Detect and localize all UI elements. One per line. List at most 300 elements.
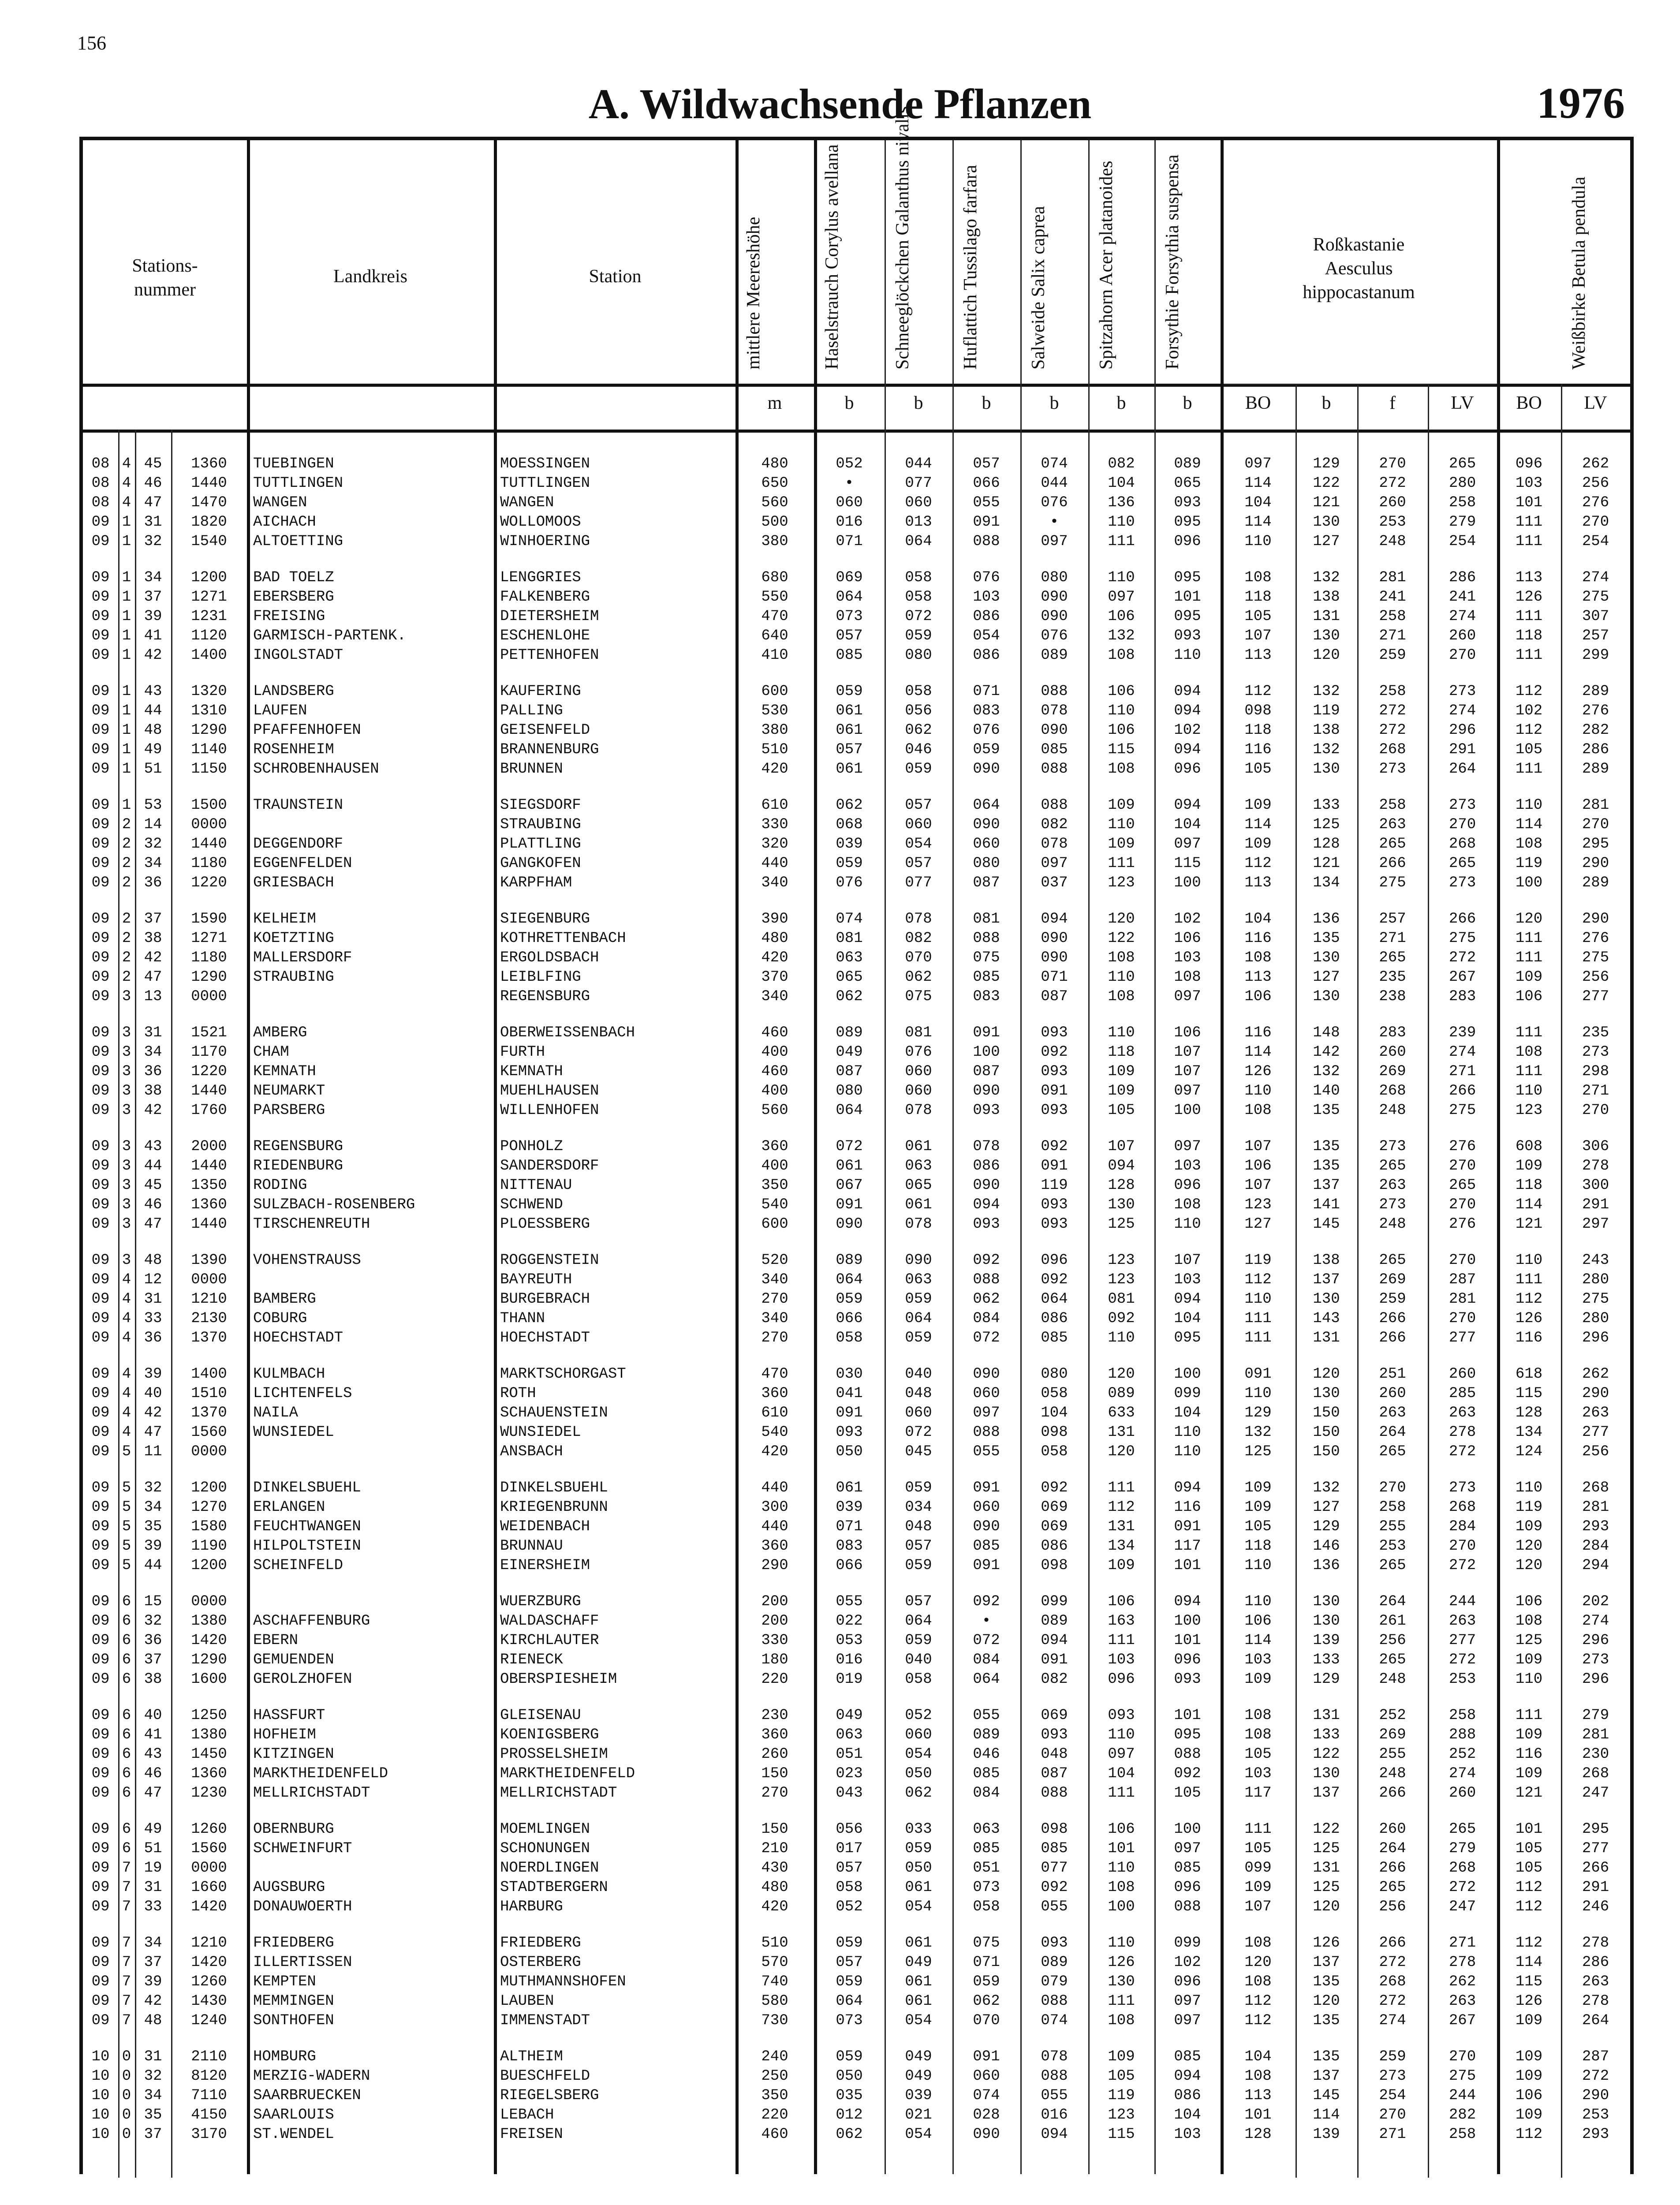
table-cell: 294	[1582, 1557, 1609, 1574]
table-cell: 264	[1379, 1593, 1406, 1610]
table-cell: 340	[761, 1310, 788, 1327]
table-cell: WEIDENBACH	[500, 1518, 590, 1535]
table-cell: 5	[122, 1499, 131, 1516]
table-cell: 119	[1041, 1177, 1068, 1194]
table-cell: 7	[122, 1954, 131, 1971]
header-haselstrauch: Haselstrauch Corylus avellana	[822, 144, 842, 370]
table-cell: 070	[905, 949, 932, 966]
table-cell: 1	[122, 628, 131, 644]
table-cell: HOECHSTADT	[253, 1330, 343, 1346]
table-cell: 109	[1108, 836, 1135, 852]
table-cell: 271	[1379, 2126, 1406, 2143]
table-row	[83, 1972, 1630, 1992]
table-cell: 09	[91, 569, 110, 586]
table-cell: 278	[1449, 1424, 1476, 1441]
table-cell: 094	[1174, 797, 1201, 814]
table-cell: 254	[1449, 533, 1476, 550]
table-cell: 139	[1313, 1632, 1340, 1649]
table-cell: 094	[1041, 2126, 1068, 2143]
table-cell: 108	[1515, 1044, 1543, 1061]
table-cell: 264	[1379, 1424, 1406, 1441]
table-cell: 260	[1379, 494, 1406, 511]
table-cell: 1120	[191, 628, 227, 644]
table-cell: 633	[1108, 1405, 1135, 1421]
table-cell: 257	[1379, 911, 1406, 927]
table-cell: 045	[905, 1443, 932, 1460]
table-cell: 097	[1108, 1746, 1135, 1763]
table-cell: 116	[1244, 741, 1272, 758]
header-weissbirke: Weißbirke Betula pendula	[1569, 176, 1589, 370]
header-landkreis: Landkreis	[333, 266, 407, 287]
table-cell: 299	[1582, 647, 1609, 664]
table-cell: 091	[1174, 1518, 1201, 1535]
table-cell: 109	[1244, 1499, 1272, 1516]
table-cell: 38	[144, 1671, 162, 1688]
table-cell: 117	[1244, 1785, 1272, 1801]
table-cell: 016	[836, 1652, 863, 1668]
table-cell: 550	[761, 589, 788, 605]
table-cell: 112	[1108, 1499, 1135, 1516]
table-cell: 106	[1174, 930, 1201, 947]
table-cell: 35	[144, 1518, 162, 1535]
table-cell: 088	[1041, 683, 1068, 700]
table-cell: 44	[144, 1557, 162, 1574]
table-cell: 290	[1582, 855, 1609, 872]
table-row	[83, 929, 1630, 948]
table-cell: 296	[1582, 1330, 1609, 1346]
table-cell: 072	[973, 1632, 1000, 1649]
table-cell: 012	[836, 2107, 863, 2123]
table-cell: OBERWEISSENBACH	[500, 1024, 635, 1041]
column-divider	[494, 140, 497, 2174]
table-cell: 080	[836, 1083, 863, 1099]
table-row	[83, 1783, 1630, 1803]
table-cell: 1170	[191, 1044, 227, 1061]
table-cell: 4	[122, 1385, 131, 1402]
table-cell: 39	[144, 1973, 162, 1990]
table-row	[83, 1023, 1630, 1043]
table-cell: 36	[144, 1330, 162, 1346]
table-cell: GLEISENAU	[500, 1707, 581, 1724]
page-number: 156	[77, 32, 106, 54]
table-row	[83, 1764, 1630, 1783]
unit-label: b	[1049, 393, 1059, 413]
table-cell: 260	[1449, 1366, 1476, 1383]
table-cell: 276	[1582, 494, 1609, 511]
table-cell: 034	[905, 1499, 932, 1516]
table-cell: 1380	[191, 1613, 227, 1629]
table-cell: 109	[1244, 1671, 1272, 1688]
table-cell: 420	[761, 1899, 788, 1915]
table-row	[83, 2125, 1630, 2144]
table-cell: 42	[144, 1102, 162, 1119]
table-cell: 108	[1244, 949, 1272, 966]
table-cell: 270	[1379, 2107, 1406, 2123]
table-row	[83, 1442, 1630, 1461]
table-cell: AICHACH	[253, 514, 316, 531]
table-cell: 09	[91, 1632, 110, 1649]
table-cell: 057	[836, 1860, 863, 1876]
table-cell: 0	[122, 2107, 131, 2123]
table-row	[83, 2086, 1630, 2105]
table-cell: AUGSBURG	[253, 1879, 325, 1896]
table-cell: 104	[1108, 1765, 1135, 1782]
table-cell: ROTH	[500, 1385, 536, 1402]
table-cell: 046	[905, 741, 932, 758]
table-cell: SIEGENBURG	[500, 911, 590, 927]
table-cell: 480	[761, 1879, 788, 1896]
table-cell: 4	[122, 1271, 131, 1288]
table-cell: 091	[1041, 1158, 1068, 1174]
table-cell: 110	[1244, 1593, 1272, 1610]
table-cell: 273	[1379, 761, 1406, 777]
table-row	[83, 948, 1630, 968]
table-cell: 111	[1515, 1063, 1543, 1080]
table-cell: 098	[1041, 1821, 1068, 1838]
table-cell: 230	[761, 1707, 788, 1724]
table-cell: 270	[1449, 1158, 1476, 1174]
table-cell: 4	[122, 494, 131, 511]
table-cell: 076	[973, 569, 1000, 586]
table-cell: 109	[1515, 2107, 1543, 2123]
table-cell: 110	[1515, 1083, 1543, 1099]
table-cell: 110	[1244, 1385, 1272, 1402]
table-cell: 082	[905, 930, 932, 947]
table-cell: 6	[122, 1593, 131, 1610]
unit-label: LV	[1584, 393, 1607, 413]
table-cell: 102	[1174, 1954, 1201, 1971]
table-cell: 09	[91, 722, 110, 739]
table-cell: 266	[1379, 1310, 1406, 1327]
table-cell: 280	[1449, 475, 1476, 492]
table-row	[83, 701, 1630, 721]
table-cell: 057	[905, 1593, 932, 1610]
table-cell: 248	[1379, 1671, 1406, 1688]
column-divider	[735, 140, 739, 2174]
table-cell: 096	[1108, 1671, 1135, 1688]
table-row	[83, 873, 1630, 893]
table-cell: 6	[122, 1765, 131, 1782]
table-cell: 0000	[191, 1860, 227, 1876]
table-cell: 073	[973, 1879, 1000, 1896]
table-cell: FRIEDBERG	[500, 1935, 581, 1951]
unit-label: BO	[1516, 393, 1542, 413]
table-cell: 105	[1108, 1102, 1135, 1119]
table-cell: 108	[1515, 836, 1543, 852]
table-row	[83, 834, 1630, 854]
table-cell: 109	[1515, 1652, 1543, 1668]
table-cell: 2	[122, 875, 131, 891]
table-cell: 3	[122, 1177, 131, 1194]
table-cell: 256	[1582, 1443, 1609, 1460]
table-cell: 052	[905, 1707, 932, 1724]
table-cell: 071	[973, 683, 1000, 700]
table-cell: 142	[1313, 1044, 1340, 1061]
table-cell: 120	[1313, 647, 1340, 664]
table-cell: 059	[905, 761, 932, 777]
table-cell: 09	[91, 1385, 110, 1402]
table-cell: 8120	[191, 2068, 227, 2085]
table-cell: 09	[91, 1310, 110, 1327]
table-cell: 130	[1313, 949, 1340, 966]
table-cell: 146	[1313, 1538, 1340, 1555]
table-cell: 088	[973, 533, 1000, 550]
table-cell: 059	[905, 1557, 932, 1574]
table-cell: LAUFEN	[253, 703, 307, 719]
table-cell: 096	[1174, 1652, 1201, 1668]
table-cell: 277	[1582, 988, 1609, 1005]
table-cell: 6	[122, 1613, 131, 1629]
column-divider	[885, 140, 886, 2174]
table-cell: 09	[91, 608, 110, 625]
table-cell: 132	[1108, 628, 1135, 644]
table-cell: 100	[973, 1044, 1000, 1061]
table-cell: 510	[761, 741, 788, 758]
table-cell: 121	[1313, 494, 1340, 511]
table-cell: 050	[836, 1443, 863, 1460]
table-cell: 061	[905, 1196, 932, 1213]
column-divider	[1295, 384, 1297, 2178]
table-cell: 130	[1313, 1291, 1340, 1308]
table-cell: 39	[144, 1366, 162, 1383]
table-cell: 380	[761, 533, 788, 550]
table-cell: 269	[1379, 1271, 1406, 1288]
table-cell: 420	[761, 761, 788, 777]
table-cell: 078	[905, 911, 932, 927]
table-cell: 260	[1379, 1044, 1406, 1061]
table-cell: 09	[91, 1746, 110, 1763]
table-cell: 061	[836, 722, 863, 739]
table-cell: 066	[836, 1557, 863, 1574]
table-cell: 113	[1244, 969, 1272, 986]
table-cell: 109	[1515, 969, 1543, 986]
table-cell: 263	[1582, 1405, 1609, 1421]
table-cell: 082	[1041, 816, 1068, 833]
table-row	[83, 454, 1630, 474]
table-cell: 100	[1174, 1366, 1201, 1383]
table-cell: 1420	[191, 1632, 227, 1649]
table-cell: 266	[1582, 1860, 1609, 1876]
table-cell: 100	[1174, 875, 1201, 891]
table-cell: 264	[1379, 1840, 1406, 1857]
table-cell: 122	[1313, 1746, 1340, 1763]
table-cell: 063	[836, 949, 863, 966]
table-cell: EBERSBERG	[253, 589, 334, 605]
table-cell: 281	[1582, 1727, 1609, 1743]
table-cell: 109	[1244, 836, 1272, 852]
table-cell: 1260	[191, 1973, 227, 1990]
table-cell: 5	[122, 1480, 131, 1496]
table-cell: 106	[1244, 988, 1272, 1005]
table-cell: 096	[1515, 456, 1543, 472]
table-cell: 078	[1041, 2048, 1068, 2065]
table-cell: 120	[1515, 1538, 1543, 1555]
table-cell: 103	[1174, 1158, 1201, 1174]
table-cell: 09	[91, 628, 110, 644]
table-cell: 105	[1244, 1840, 1272, 1857]
table-cell: 132	[1313, 1480, 1340, 1496]
table-cell: 263	[1379, 1177, 1406, 1194]
table-cell: 279	[1582, 1707, 1609, 1724]
table-row	[83, 854, 1630, 873]
table-cell: 100	[1515, 875, 1543, 891]
column-divider	[1221, 140, 1224, 2174]
table-cell: 260	[761, 1746, 788, 1763]
table-cell	[253, 987, 494, 1006]
table-cell: 295	[1582, 836, 1609, 852]
table-cell: 41	[144, 1727, 162, 1743]
table-cell: 137	[1313, 2068, 1340, 2085]
table-cell: 085	[973, 1538, 1000, 1555]
table-cell: 112	[1244, 855, 1272, 872]
table-cell: 290	[1582, 2087, 1609, 2104]
table-cell: 244	[1449, 2087, 1476, 2104]
table-cell: 270	[1449, 1252, 1476, 1269]
header-station: Station	[589, 266, 642, 287]
table-cell: 2110	[191, 2048, 227, 2065]
table-row	[83, 1953, 1630, 1972]
table-cell: 121	[1515, 1216, 1543, 1233]
table-cell: 050	[905, 1860, 932, 1876]
table-cell: 460	[761, 1024, 788, 1041]
table-cell: 110	[1515, 1671, 1543, 1688]
table-cell: 131	[1108, 1424, 1135, 1441]
table-cell: 4	[122, 1291, 131, 1308]
table-cell: 120	[1108, 1443, 1135, 1460]
table-cell: 109	[1108, 1557, 1135, 1574]
table-cell: 11	[144, 1443, 162, 1460]
table-cell: 060	[973, 1385, 1000, 1402]
table-cell: 128	[1515, 1405, 1543, 1421]
table-cell: 1231	[191, 608, 227, 625]
table-cell: 095	[1174, 1727, 1201, 1743]
table-cell: 276	[1449, 1216, 1476, 1233]
table-cell: 130	[1313, 1593, 1340, 1610]
table-cell: 1230	[191, 1785, 227, 1801]
table-cell: 47	[144, 494, 162, 511]
table-cell: 111	[1515, 949, 1543, 966]
table-cell: 275	[1582, 589, 1609, 605]
table-cell: 263	[1449, 1613, 1476, 1629]
table-cell: 150	[1313, 1405, 1340, 1421]
table-cell: 270	[1449, 1538, 1476, 1555]
table-cell: 420	[761, 949, 788, 966]
table-cell: 51	[144, 1840, 162, 1857]
table-cell: 281	[1449, 1291, 1476, 1308]
table-cell: 088	[973, 1424, 1000, 1441]
table-cell: 059	[836, 1973, 863, 1990]
table-cell: 120	[1108, 1366, 1135, 1383]
table-cell: 287	[1582, 2048, 1609, 2065]
table-cell: MARKTHEIDENFELD	[500, 1765, 635, 1782]
table-cell: 106	[1108, 1821, 1135, 1838]
header-rosskastanie-label: Roßkastanie Aesculus hippocastanum	[1303, 235, 1415, 303]
table-cell: 086	[973, 647, 1000, 664]
table-cell: 272	[1379, 722, 1406, 739]
table-cell: ROSENHEIM	[253, 741, 334, 758]
table-cell: 1440	[191, 1216, 227, 1233]
table-cell: 122	[1313, 475, 1340, 492]
table-cell: 089	[1108, 1385, 1135, 1402]
table-cell: 1	[122, 703, 131, 719]
table-cell: 108	[1108, 988, 1135, 1005]
table-cell: 530	[761, 703, 788, 719]
table-cell: 050	[905, 1765, 932, 1782]
table-cell: 113	[1244, 647, 1272, 664]
table-cell: 47	[144, 1785, 162, 1801]
table-cell: 118	[1515, 1177, 1543, 1194]
table-cell: 106	[1244, 1158, 1272, 1174]
table-cell: 090	[1041, 949, 1068, 966]
table-cell: 125	[1313, 1879, 1340, 1896]
table-cell: 065	[1174, 475, 1201, 492]
table-cell: 1430	[191, 1993, 227, 2010]
table-cell: 200	[761, 1613, 788, 1629]
table-cell: 086	[973, 1158, 1000, 1174]
table-cell: 089	[1041, 647, 1068, 664]
table-cell: 097	[1041, 855, 1068, 872]
table-cell: 122	[1108, 930, 1135, 947]
table-cell: 09	[91, 1954, 110, 1971]
table-cell: 09	[91, 1613, 110, 1629]
table-cell: 43	[144, 1138, 162, 1155]
table-cell: 090	[973, 2126, 1000, 2143]
table-cell: EBERN	[253, 1632, 299, 1649]
table-cell: 123	[1515, 1102, 1543, 1119]
table-cell: 1440	[191, 475, 227, 492]
table-cell: 135	[1313, 1158, 1340, 1174]
table-row	[83, 796, 1630, 815]
table-cell: LEIBLFING	[500, 969, 581, 986]
table-cell: 130	[1313, 761, 1340, 777]
table-cell: 09	[91, 816, 110, 833]
table-cell: 31	[144, 2048, 162, 2065]
table-cell: 34	[144, 855, 162, 872]
table-cell: 109	[1515, 2012, 1543, 2029]
table-cell: 1	[122, 647, 131, 664]
table-cell: 107	[1244, 1138, 1272, 1155]
table-cell: 108	[1174, 969, 1201, 986]
table-cell: 130	[1313, 628, 1340, 644]
table-cell: BAYREUTH	[500, 1271, 572, 1288]
table-cell: 274	[1449, 703, 1476, 719]
table-cell: 017	[836, 1840, 863, 1857]
table-cell: 560	[761, 1102, 788, 1119]
table-cell: 086	[1174, 2087, 1201, 2104]
table-cell: 640	[761, 628, 788, 644]
header-elevation: mittlere Meereshöhe	[743, 217, 764, 370]
table-cell: MERZIG-WADERN	[253, 2068, 370, 2085]
table-cell: 273	[1379, 2068, 1406, 2085]
table-cell: 104	[1174, 1310, 1201, 1327]
table-cell: 1220	[191, 1063, 227, 1080]
table-cell: 1310	[191, 703, 227, 719]
table-row	[83, 1176, 1630, 1195]
table-cell: 109	[1515, 2048, 1543, 2065]
table-cell: 035	[836, 2087, 863, 2104]
table-cell: 09	[91, 1765, 110, 1782]
table-cell: 107	[1174, 1063, 1201, 1080]
table-cell: 064	[905, 533, 932, 550]
table-cell: 133	[1313, 1652, 1340, 1668]
table-cell: 09	[91, 1593, 110, 1610]
table-cell: 650	[761, 475, 788, 492]
table-cell: 101	[1244, 2107, 1272, 2123]
table-cell: 066	[836, 1310, 863, 1327]
table-cell: 420	[761, 1443, 788, 1460]
table-cell: 1	[122, 514, 131, 531]
table-cell: 40	[144, 1707, 162, 1724]
